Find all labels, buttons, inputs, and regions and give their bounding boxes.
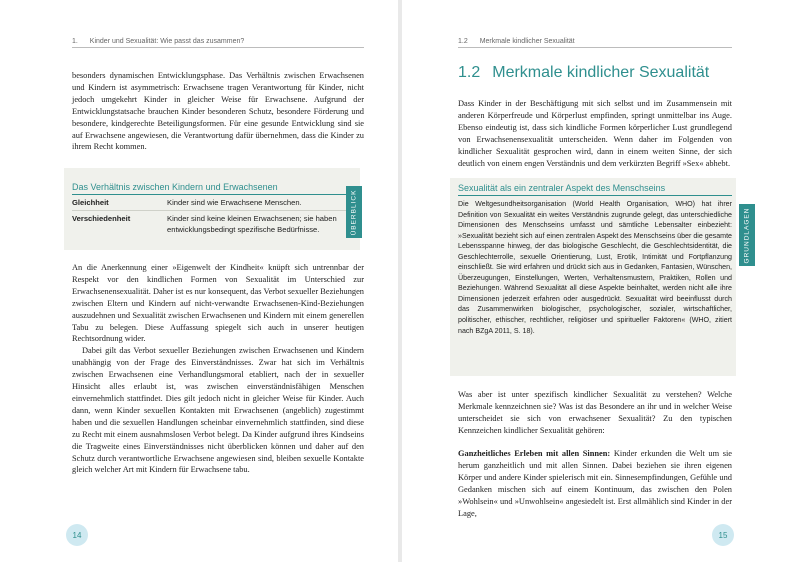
info-side-tab	[739, 204, 755, 266]
running-head-title: Kinder und Sexualität: Wie passt das zusammen?	[89, 38, 245, 45]
info-side-tab-label: GRUNDLAGEN	[743, 207, 751, 263]
right-page	[402, 0, 800, 562]
overview-box	[64, 168, 360, 250]
holistic-lead: Ganzheitliches Erleben mit allen Sinnen:	[458, 449, 611, 458]
running-head-rule	[72, 47, 364, 48]
info-box-text: Die Weltgesundheitsorganisation (World Health Organisation, WHO) hat ihrer Definition von Sexualität ein weites Verständnis zugrunde gelegt, das unterschiedliche Dimensionen des Menschseins umfasst und sämtliche Lebensalter einbezieht: »Sexualität bezieht sich auf einen zentralen Aspekt des Menschseins über die gesamte Lebensspanne hinweg, der das biologische Geschlecht, die Geschlechtsidentität, die Geschlechterrolle, sexuelle Orientierung, Lust, Erotik, Intimität und Fortpflanzung einschließt. Sie wird erfahren und drückt sich aus in Gedanken, Fantasien, Wünschen, Überzeugungen, Einstellungen, Werten, Verhaltensmustern, Praktiken, Rollen und Beziehungen. Während Sexualität all diese Aspekte beinhaltet, werden nicht alle ihre Dimensionen jederzeit erfahren oder ausgedrückt. Sexualität wird beeinflusst durch das Zusammenwirken biologischer, psychologischer, sozialer, wirtschaftlicher, politischer, ethischer, rechtlicher, religiöser und spiritueller Faktoren« (WHO, zitiert nach BZgA 2011, S. 18).	[458, 200, 732, 335]
page-number: 15	[712, 524, 734, 546]
overview-side-tab-label: ÜBERBLICK	[350, 189, 358, 235]
left-page	[0, 0, 398, 562]
overview-side-tab	[346, 186, 362, 238]
body-text-holistic	[458, 448, 732, 519]
overview-row	[72, 211, 352, 237]
overview-definition: Kinder sind wie Erwachsene Menschen.	[167, 198, 302, 207]
running-head-rule	[458, 47, 732, 48]
paragraph: besonders dynamischen Entwicklungsphase. Das Verhältnis zwischen Erwachsenen und Kindern ist asymmetrisch: Erwachsene tragen Verantwortung für Kinder, nicht jedoch umgekehrt Kinder in gleicher Weise für Erwachsene. Aufgrund der Entwicklungstatsache brauchen Kinder besonderen Schutz, besondere Förderung und besondere, kindgerechte Beteiligungsformen. Für eine gesunde Entwicklung sind sie auf Erwachsene angewiesen, die Verantwortung dafür übernehmen, dass die Kinder zu ihrem Recht kommen.	[72, 71, 364, 152]
body-text-top	[72, 70, 364, 153]
body-text-questions	[458, 389, 732, 437]
overview-term: Verschiedenheit	[72, 214, 131, 224]
holistic-text: Kinder erkunden die Welt um sie herum ganzheitlich und mit allen Sinnen. Dabei beziehen sie ihren eigenen Körper und andere Kinder spielerisch mit ein. Sinnesempfindungen, Gefühle und Gedanken mischen sich auf einem Kontinuum, das zwischen den Polen »Wohlsein« und »Unwohlsein« angesiedelt ist. Erst allmählich sind Kinder in der Lage,	[458, 449, 733, 518]
overview-term: Gleichheit	[72, 198, 109, 207]
overview-box-title: Das Verhältnis zwischen Kindern und Erwachsenen	[72, 182, 352, 195]
section-title	[458, 64, 709, 82]
running-head-title: Merkmale kindlicher Sexualität	[479, 38, 575, 45]
intro-text	[458, 98, 732, 169]
page-number: 14	[66, 524, 88, 546]
section-number: 1.2	[458, 64, 481, 81]
paragraph: Dabei gilt das Verbot sexueller Beziehungen zwischen Erwachsenen und Kindern unabhängig von der Frage des Einverständnisses. Zwar hat sich im Verhältnis zwischen Erwachsenen eine Verhandlungsmoral etabliert, nach der in sexueller Hinsicht alles erlaubt ist, was zwischen einverständnisfähigen Menschen einvernehmlich stattfindet. Dies gilt jedoch nicht in gleicher Weise für Kinder. Auch dann, wenn Kinder sexuellen Kontakten mit Erwachsenen (angeblich) zugestimmt haben und die sexuellen Handlungen scheinbar einvernehmlich stattfinden, sind diese zu Recht mit einem ausnahmslosen Verbot belegt. Da Kinder aufgrund ihres Kindseins die Tragweite eines Einverständnisses nicht überblicken können und daher auf den Schutz durch verantwortliche Erwachsene angewiesen sind, bleiben sexuelle Kontakte gleich welcher Art mit Kindern für Erwachsene tabu.	[72, 346, 364, 475]
running-head-number: 1.2	[458, 38, 468, 45]
paragraph: An die Anerkennung einer »Eigenwelt der Kindheit« knüpft sich untrennbar der Respekt vor den kindlichen Formen von Sexualität im Unterschied zur Erwachsenensexualität. Daher ist es nur konsequent, das Verbot sexueller Beziehungen zwischen Eltern und Kindern auf nicht-verwandte Erwachsenen-Kind-Beziehungen auszudehnen und Sexualität zwischen Erwachsenen und Kindern mit einem generellen Tabu zu belegen. Diese Auffassung spiegelt sich auch in unserer heutigen Rechtsordnung wider.	[72, 263, 364, 344]
running-head	[458, 38, 575, 45]
paragraph: Dass Kinder in der Beschäftigung mit sich selbst und im Zusammensein mit anderen Körperfreude und Körperlust empfinden, springt unmittelbar ins Auge. Ebenso eindeutig ist, dass sich kindliche Formen körperlicher Lust grundlegend von Erwachsenensexualität unterscheiden. Wenn daher im Folgenden von kindlicher Sexualität gesprochen wird, dann in einem weiten Sinne, der sich deutlich von einem engen Verständnis und dem verkürzten Begriff »Sex« abhebt.	[458, 99, 732, 168]
paragraph	[458, 448, 732, 519]
running-head-number: 1.	[72, 38, 78, 45]
overview-row	[72, 195, 352, 211]
paragraph: Was aber ist unter spezifisch kindlicher Sexualität zu verstehen? Welche Merkmale kennzeichnen sie? Was ist das Besondere an ihr und in welcher Weise unterscheidet sie sich von erwachsener Sexualität? Zu den typischen Kennzeichen kindlicher Sexualität gehören:	[458, 390, 732, 435]
overview-definition: Kinder sind keine kleinen Erwachsenen; sie haben entwicklungsbedingt spezifische Bedürfnisse.	[167, 214, 337, 234]
info-box-title: Sexualität als ein zentraler Aspekt des Menschseins	[458, 183, 732, 196]
running-head	[72, 38, 244, 45]
info-box	[450, 178, 736, 376]
section-title-text: Merkmale kindlicher Sexualität	[492, 64, 710, 81]
body-text-bottom	[72, 262, 364, 476]
